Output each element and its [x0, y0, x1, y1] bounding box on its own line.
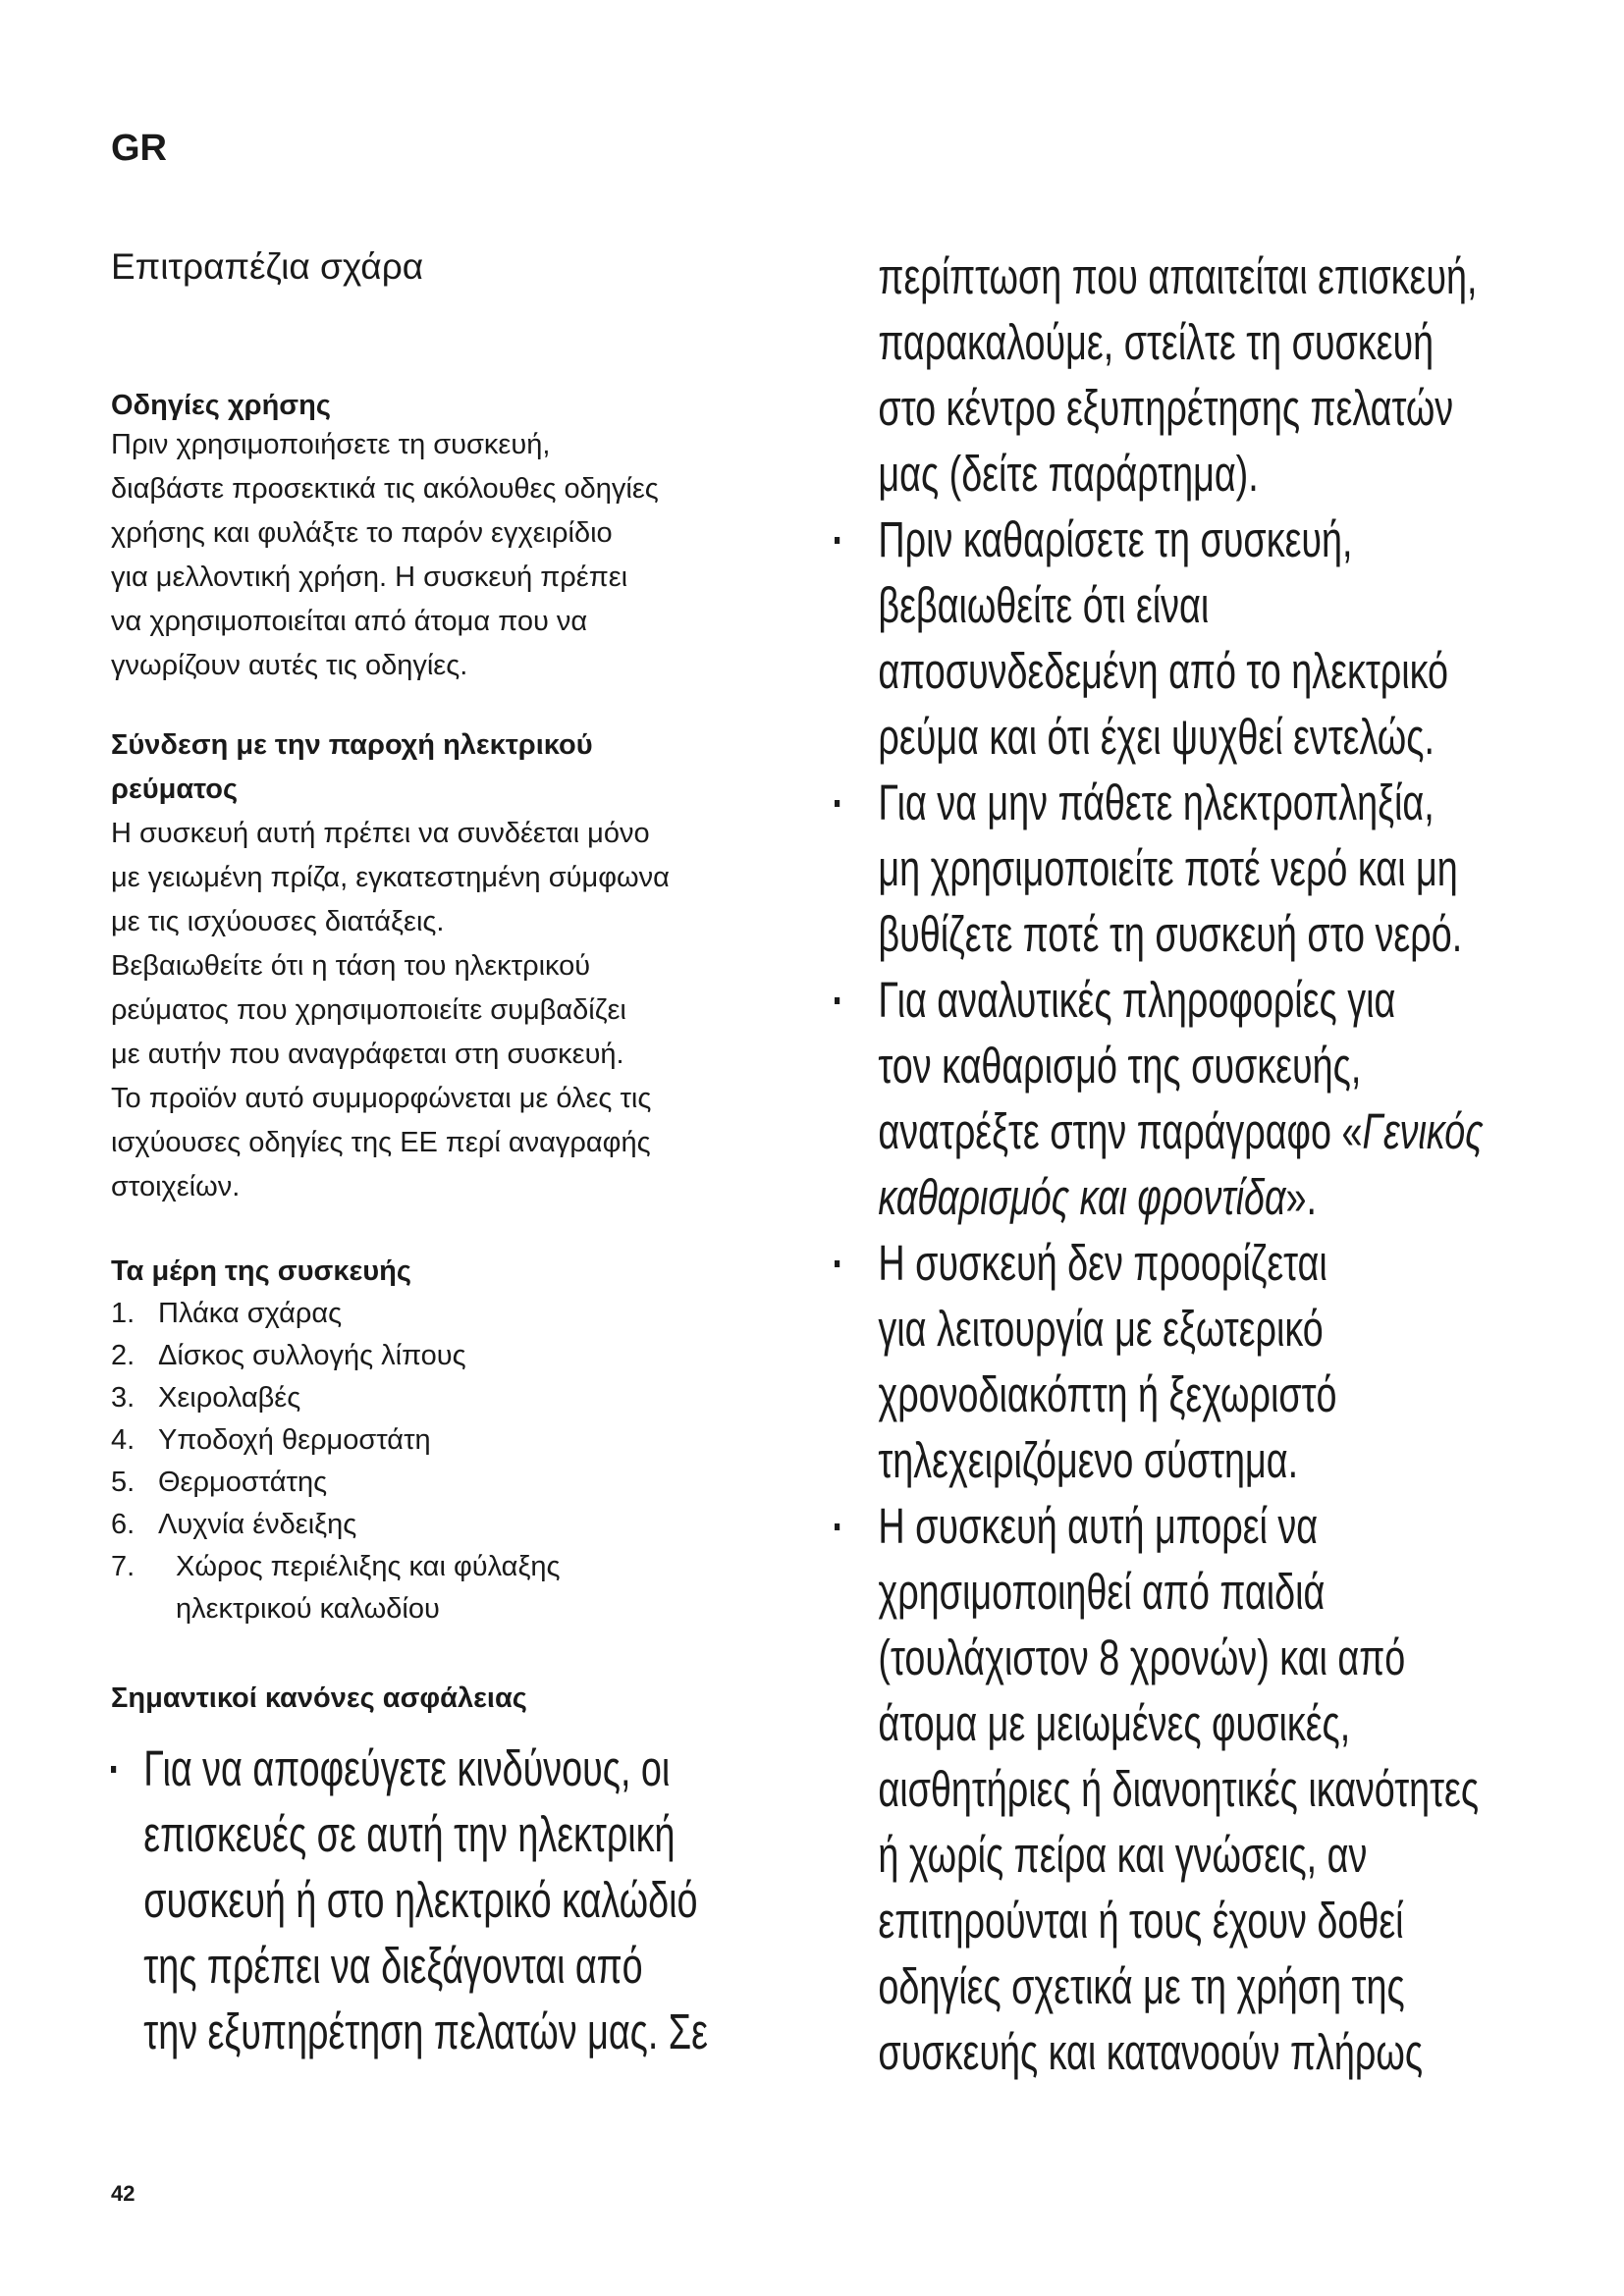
parts-section — [111, 1255, 798, 1630]
safety-bullet-4 — [835, 967, 1484, 1230]
list-item: 3. Χειρολαβές — [111, 1381, 301, 1414]
text-line: παρακαλούμε, στείλτε τη συσκευή — [878, 314, 1435, 370]
left-column — [111, 245, 798, 2064]
language-code: GR — [111, 128, 167, 169]
safety-bullet-1 — [111, 1735, 708, 2064]
bullet-icon — [835, 1260, 839, 1267]
text-line: Η συσκευή αυτή πρέπει να συνδέεται μόνο — [111, 818, 650, 850]
text-line: ρεύμα και ότι έχει ψυχθεί εντελώς. — [878, 709, 1435, 765]
text-line: με τις ισχύουσες διατάξεις. — [111, 906, 445, 938]
text-line: την εξυπηρέτηση πελατών μας. Σε — [143, 2002, 708, 2059]
page-title: Επιτραπέζια σχάρα — [111, 246, 424, 287]
text-line: Το προϊόν αυτό συμμορφώνεται με όλες τις — [111, 1083, 652, 1115]
text-line: Πριν χρησιμοποιήσετε τη συσκευή, — [111, 429, 551, 461]
text-line: γνωρίζουν αυτές τις οδηγίες. — [111, 650, 468, 682]
connection-section — [111, 723, 798, 1209]
text-line: καθαρισμός και φροντίδα». — [878, 1169, 1317, 1225]
heading-line: Σύνδεση με την παροχή ηλεκτρικού — [111, 729, 593, 762]
text-line: συσκευή ή στο ηλεκτρικό καλώδιό — [143, 1871, 698, 1928]
text-line: βεβαιωθείτε ότι είναι — [878, 577, 1210, 633]
safety-bullet-1-continued — [878, 243, 1478, 507]
list-item: 4. Υποδοχή θερμοστάτη — [111, 1423, 431, 1456]
text-line: τον καθαρισμό της συσκευής, — [878, 1038, 1362, 1094]
text-line: άτομα με μειωμένες φυσικές, — [878, 1695, 1351, 1751]
text-line: διαβάστε προσεκτικά τις ακόλουθες οδηγίες — [111, 473, 659, 506]
text-line: οδηγίες σχετικά με τη χρήση της — [878, 1958, 1405, 2014]
text-line: Για αναλυτικές πληροφορίες για — [878, 972, 1396, 1028]
text-line: της πρέπει να διεξάγονται από — [143, 1937, 643, 1994]
text-line: χρησιμοποιηθεί από παιδιά — [878, 1564, 1326, 1620]
text-line: μη χρησιμοποιείτε ποτέ νερό και μη — [878, 840, 1458, 896]
bullet-icon — [835, 1523, 839, 1530]
section-reference: Γενικός — [1362, 1103, 1484, 1159]
text-line: στοιχείων. — [111, 1171, 241, 1203]
text-line: για μελλοντική χρήση. Η συσκευή πρέπει — [111, 561, 628, 594]
instructions-text — [111, 423, 798, 688]
text-line: χρήσης και φυλάξτε το παρόν εγχειρίδιο — [111, 517, 613, 550]
text-line: αισθητήριες ή διανοητικές ικανότητες — [878, 1761, 1480, 1817]
safety-bullets-continued — [835, 243, 1484, 2085]
bullet-icon — [111, 1766, 116, 1773]
text-line: με γειωμένη πρίζα, εγκατεστημένη σύμφωνα — [111, 862, 670, 894]
text-line: επισκευές σε αυτή την ηλεκτρική — [143, 1805, 676, 1862]
text-line: ρεύματος που χρησιμοποιείτε συμβαδίζει — [111, 994, 626, 1027]
list-item: 5. Θερμοστάτης — [111, 1466, 328, 1498]
text-line: Πριν καθαρίσετε τη συσκευή, — [878, 511, 1353, 567]
text-line: περίπτωση που απαιτείται επισκευή, — [878, 248, 1478, 304]
text-line: Η συσκευή δεν προορίζεται — [878, 1235, 1327, 1291]
bullet-icon — [835, 997, 839, 1004]
list-item: 1. Πλάκα σχάρας — [111, 1297, 343, 1329]
parts-list — [111, 1293, 798, 1630]
text-line: με αυτήν που αναγράφεται στη συσκευή. — [111, 1039, 624, 1071]
instructions-heading: Οδηγίες χρήσης — [111, 390, 331, 422]
text-line: χρονοδιακόπτη ή ξεχωριστό — [878, 1366, 1337, 1422]
safety-bullet-6 — [835, 1493, 1480, 2085]
list-item: 6. Λυχνία ένδειξης — [111, 1508, 357, 1540]
text-line: (τουλάχιστον 8 χρονών) και από — [878, 1629, 1406, 1685]
text-line: Η συσκευή αυτή μπορεί να — [878, 1498, 1319, 1554]
safety-bullet-5 — [835, 1230, 1358, 1493]
list-item: 2. Δίσκος συλλογής λίπους — [111, 1339, 466, 1371]
parts-heading: Τα μέρη της συσκευής — [111, 1255, 411, 1288]
text-line: τηλεχειριζόμενο σύστημα. — [878, 1432, 1299, 1488]
text-line: μας (δείτε παράρτημα). — [878, 446, 1259, 502]
text-line: επιτηρούνται ή τους έχουν δοθεί — [878, 1893, 1404, 1949]
text-line: Βεβαιωθείτε ότι η τάση του ηλεκτρικού — [111, 950, 591, 983]
text-line: αποσυνδεδεμένη από το ηλεκτρικό — [878, 643, 1448, 699]
text-line: Για να μην πάθετε ηλεκτροπληξία, — [878, 774, 1435, 830]
text-line: βυθίζετε ποτέ τη συσκευή στο νερό. — [878, 906, 1463, 962]
instructions-section — [111, 389, 798, 688]
text-line: ισχύουσες οδηγίες της ΕΕ περί αναγραφής — [111, 1127, 651, 1159]
list-item-continued: ηλεκτρικού καλωδίου — [176, 1592, 440, 1625]
safety-bullet-3 — [835, 770, 1463, 967]
bullet-icon — [835, 537, 839, 544]
connection-heading — [111, 723, 798, 812]
connection-text — [111, 812, 798, 1209]
safety-heading: Σημαντικοί κανόνες ασφάλειας — [111, 1682, 527, 1714]
text-line: στο κέντρο εξυπηρέτησης πελατών — [878, 380, 1454, 436]
section-reference: καθαρισμός και φροντίδα — [878, 1169, 1286, 1225]
text-line: για λειτουργία με εξωτερικό — [878, 1301, 1324, 1357]
bullet-icon — [835, 800, 839, 807]
list-item: 7. Χώρος περιέλιξης και φύλαξης — [111, 1550, 561, 1582]
text-line: ή χωρίς πείρα και γνώσεις, αν — [878, 1827, 1368, 1883]
safety-bullet-2 — [835, 507, 1448, 770]
text-line: ανατρέξτε στην παράγραφο «Γενικός — [878, 1103, 1484, 1159]
right-column — [835, 243, 1542, 2085]
heading-line: ρεύματος — [111, 774, 239, 806]
text-line: συσκευής και κατανοούν πλήρως — [878, 2024, 1424, 2080]
safety-section — [111, 1682, 798, 2064]
page-number: 42 — [111, 2181, 135, 2206]
text-line: Για να αποφεύγετε κινδύνους, οι — [143, 1739, 671, 1796]
text-line: να χρησιμοποιείται από άτομα που να — [111, 606, 588, 638]
